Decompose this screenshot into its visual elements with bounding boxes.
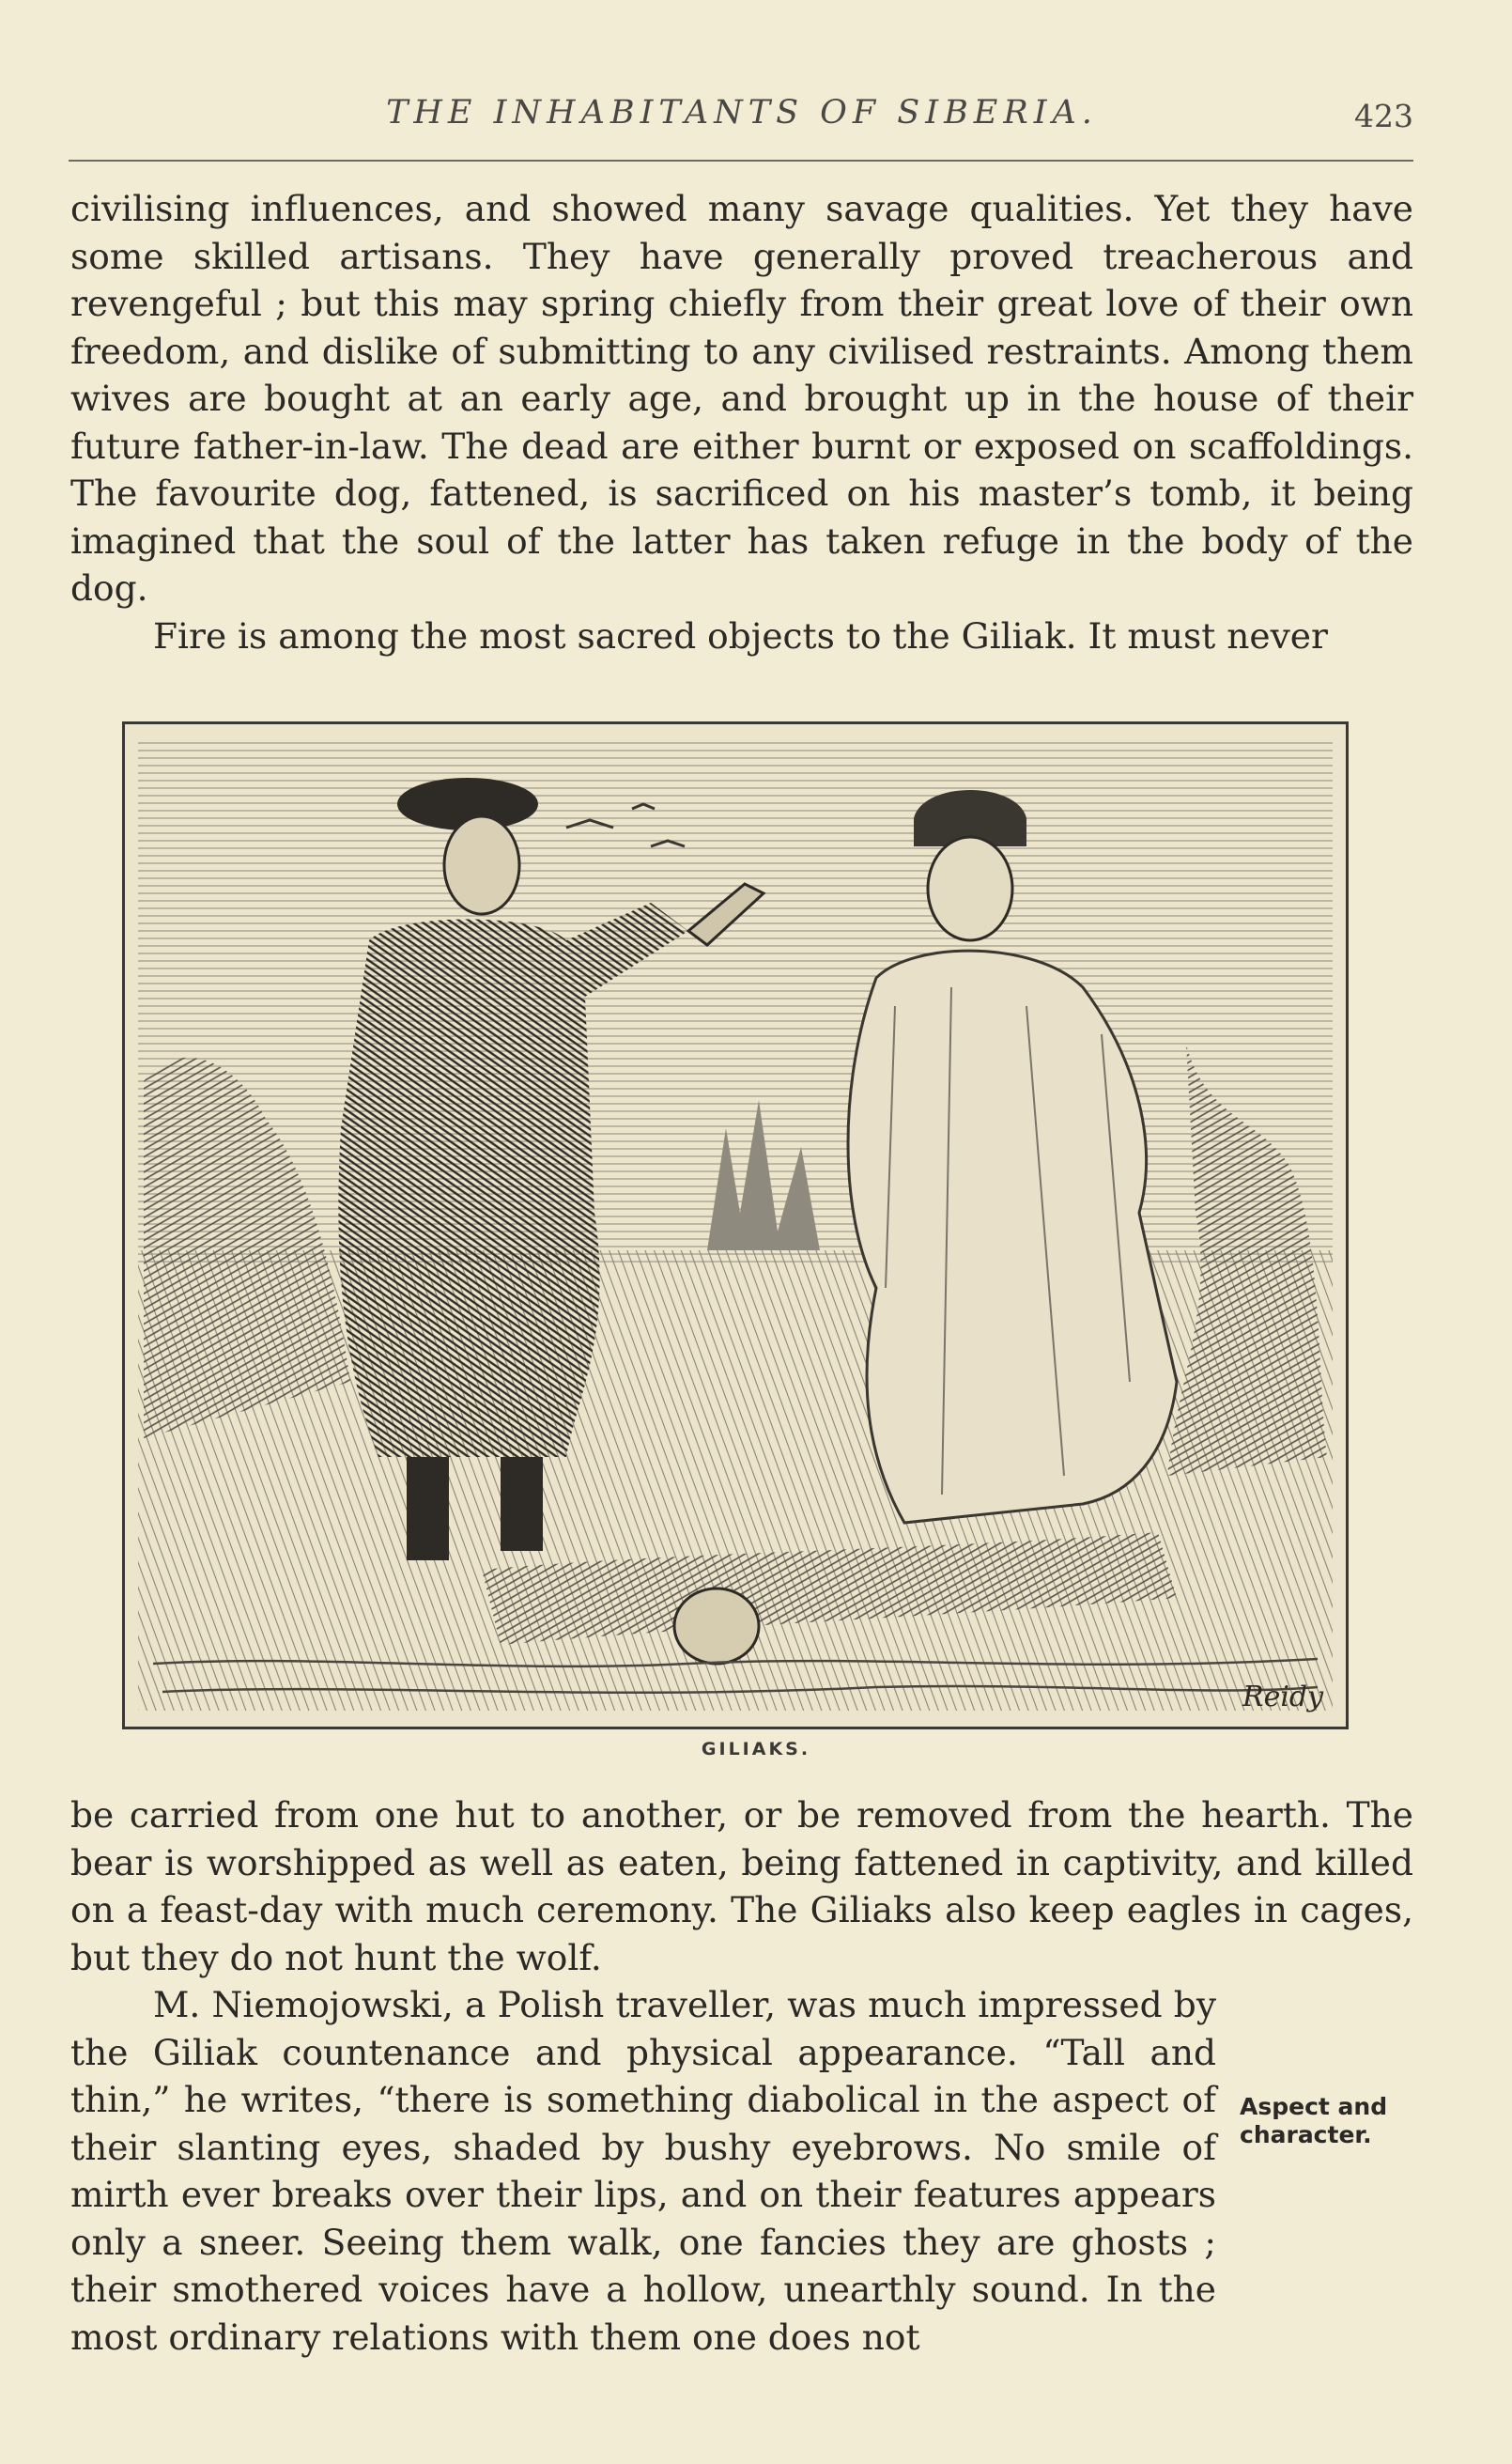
side-note [1240, 2093, 1427, 2149]
body-text-top [70, 185, 1413, 659]
side-note-line-2: character. [1240, 2121, 1372, 2148]
man-right-leg [501, 1457, 543, 1551]
engraving-illustration [125, 724, 1346, 1727]
body-text-bottom [70, 1791, 1413, 2361]
log-end [674, 1588, 759, 1664]
man-face [444, 816, 519, 914]
side-note-line-1: Aspect and [1240, 2093, 1388, 2120]
paragraph-niemojowski: M. Niemojowski, a Polish traveller, was much impressed by the Giliak countenance and physical appearance. “Tall and thin,” he writes, “there is something diabolical in the aspect of their slanting eyes, shaded by bushy eyebrows. No smile of mirth ever breaks over their lips, and on their features appears only a sneer. Seeing them walk, one fancies they are ghosts ; their smothered voices have a hollow, unearthly sound. In the most ordinary relations with them one does not [70, 1984, 1216, 2358]
figure-caption: GILIAKS. [701, 1739, 811, 1759]
running-title: THE INHABITANTS OF SIBERIA. [386, 94, 1098, 132]
woman-face [928, 837, 1012, 940]
header-rule [69, 160, 1413, 162]
paragraph-bear: be carried from one hut to another, or be removed from the hearth. The bear is worshipped as well as eaten, being fattened in captivity, and killed on a feast-day with much ceremony. The Giliaks also keep eagles in cages, but they do not hunt the wolf. [70, 1794, 1413, 1978]
page-number: 423 [1354, 98, 1413, 134]
page-header [70, 94, 1413, 147]
engraver-signature: Reidy [1242, 1681, 1324, 1713]
paragraph-continued: civilising influences, and showed many savage qualities. Yet they have some skilled artisans. They have generally proved treacherous and revengeful ; but this may spring chiefly from their great love of their own freedom, and dislike of submitting to any civilised restraints. Among them wives are bought at an early age, and brought up in the house of their future father-in-law. The dead are either burnt or exposed on scaffoldings. The favourite dog, fattened, is sacrificed on his master’s tomb, it being imagined that the soul of the latter has taken refuge in the body of the dog. [70, 188, 1413, 609]
paragraph-fire: Fire is among the most sacred objects to the Giliak. It must never [153, 614, 1328, 657]
engraving-giliaks [122, 721, 1349, 1729]
man-left-leg [407, 1457, 449, 1560]
